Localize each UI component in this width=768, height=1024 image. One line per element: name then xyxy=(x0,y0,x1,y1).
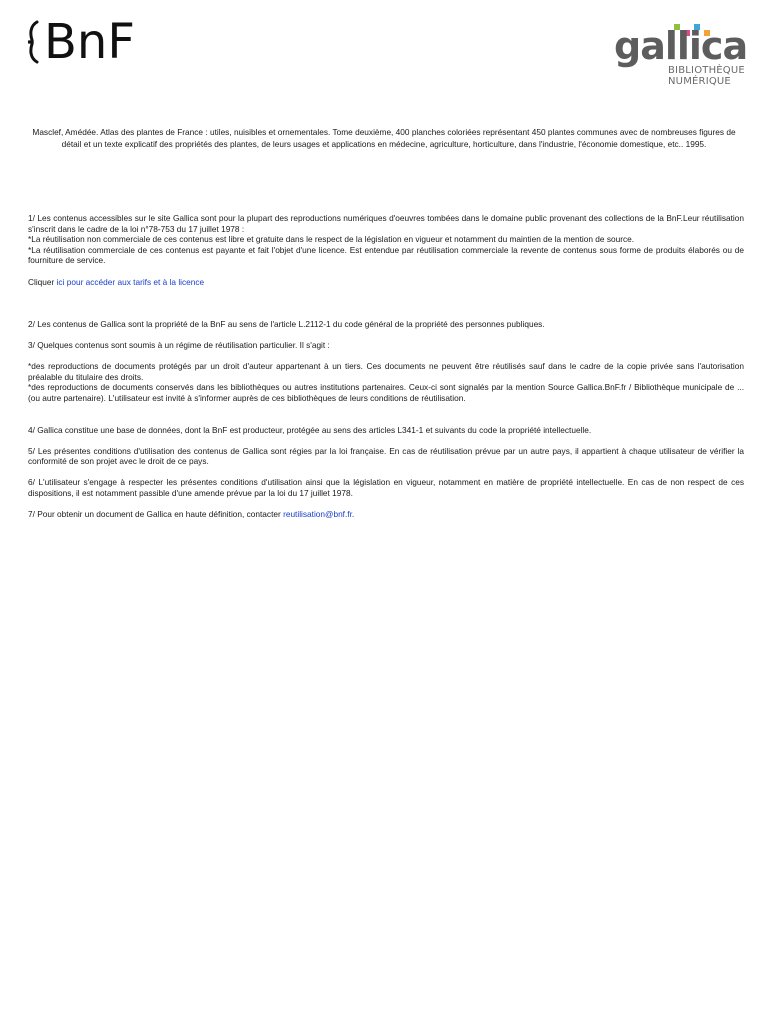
document-citation: Masclef, Amédée. Atlas des plantes de France : utiles, nuisibles et ornementales. Tome deuxième, 400 planches coloriées représentant 450 plantes communes avec de nombreuses figures de détail et un texte explicatif des propriétés des plantes, de leurs usages et applications en médecine, agriculture, horticulture, dans l'industrie, l'économie domestique, etc.. 1995. xyxy=(32,127,736,149)
condition-5: 5/ Les présentes conditions d'utilisation des contenus de Gallica sont régies par la loi française. En cas de réutilisation prévue par un autre pays, il appartient à chaque utilisateur de vérifier la conformité de son projet avec le droit de ce pays. xyxy=(28,445,744,467)
condition-1: 1/ Les contenus accessibles sur le site Gallica sont pour la plupart des reproductions numériques d'oeuvres tombées dans le domaine public provenant des collections de la BnF.Leur réutilisation s'inscrit dans le cadre de la loi n°78-753 du 17 juillet 1978 : xyxy=(28,213,744,234)
bnf-wordmark: BnF xyxy=(44,14,135,70)
condition-1-commercial: *La réutilisation commerciale de ces contenus est payante et fait l'objet d'une licence. Est entendue par réutilisation commerciale la revente de contenus sous forme de produits élaborés ou de fourniture de service. xyxy=(28,244,744,266)
condition-3-item-1: *des reproductions de documents protégés par un droit d'auteur appartenant à un tiers. Ces documents ne peuvent être réutilisés sauf dans le cadre de la copie privée sans l'autorisation préalable du titulaire des droits. xyxy=(28,361,744,382)
conditions-of-use xyxy=(28,213,744,520)
license-link-prefix: Cliquer xyxy=(28,276,57,287)
condition-7-text: 7/ Pour obtenir un document de Gallica en haute définition, contacter xyxy=(28,509,284,520)
license-link-line xyxy=(28,277,744,288)
bnf-brace-icon xyxy=(26,20,40,64)
condition-3: 3/ Quelques contenus sont soumis à un régime de réutilisation particulier. Il s'agit : xyxy=(28,339,330,350)
gallica-wordmark: gallica xyxy=(614,24,748,68)
condition-1-noncommercial: *La réutilisation non commerciale de ces contenus est libre et gratuite dans le respect de la législation en vigueur et notamment du maintien de la mention de source. xyxy=(28,234,635,245)
condition-7-suffix: . xyxy=(351,509,355,520)
condition-7 xyxy=(28,509,744,520)
gallica-logo xyxy=(612,20,748,90)
license-link[interactable]: ici pour accéder aux tarifs et à la licence xyxy=(56,276,205,287)
bnf-logo xyxy=(26,16,156,72)
condition-6: 6/ L'utilisateur s'engage à respecter les présentes conditions d'utilisation ainsi que la législation en vigueur, notamment en matière de propriété intellectuelle. En cas de non respect de ces dispositions, il est notamment passible d'une amende prévue par la loi du 17 juillet 1978. xyxy=(28,477,744,499)
condition-3-item-2: *des reproductions de documents conservés dans les bibliothèques ou autres institutions partenaires. Ceux-ci sont signalés par la mention Source Gallica.BnF.fr / Bibliothèque municipale de ... (ou autre partenaire). L'utilisateur est invité à s'informer auprès de ces bibliothèques de leurs conditions de réutilisation. xyxy=(28,382,744,403)
gallica-subtitle xyxy=(668,65,745,87)
contact-email-link[interactable]: reutilisation@bnf.fr xyxy=(283,509,352,520)
gallica-subtitle-line2: NUMÉRIQUE xyxy=(668,76,731,87)
gallica-subtitle-line1: BIBLIOTHÈQUE xyxy=(668,65,745,76)
condition-4: 4/ Gallica constitue une base de données, dont la BnF est producteur, protégée au sens des articles L341-1 et suivants du code la propriété intellectuelle. xyxy=(28,424,592,435)
condition-2: 2/ Les contenus de Gallica sont la propriété de la BnF au sens de l'article L.2112-1 du code général de la propriété des personnes publiques. xyxy=(28,318,545,329)
